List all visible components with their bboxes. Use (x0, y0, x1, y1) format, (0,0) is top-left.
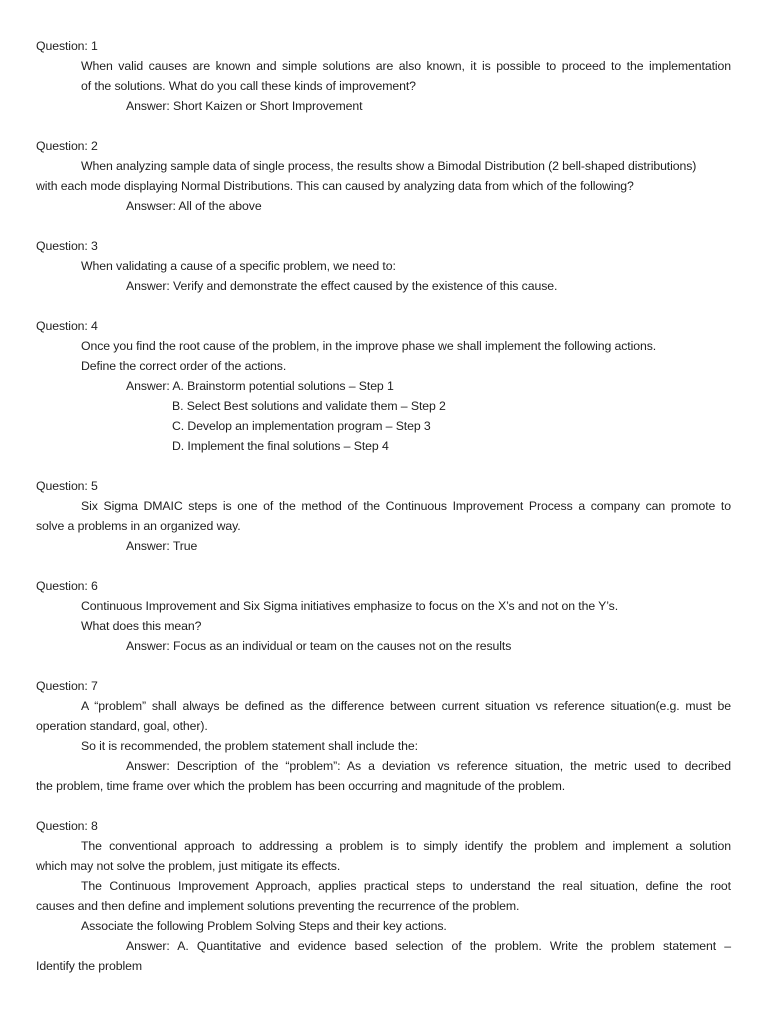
question-6-heading: Question: 6 (36, 579, 98, 593)
question-6-text-line-1: Continuous Improvement and Six Sigma initiatives emphasize to focus on the X’s and not on the Y’s. (81, 599, 619, 613)
question-7-answer-line-1: Answer: Description of the “problem”: As a deviation vs reference situation, the metric used to decribed (126, 759, 731, 773)
question-1-text-line-1: When valid causes are known and simple solutions are also known, it is possible to proceed to the implementation (81, 59, 731, 73)
question-3-text-line-1: When validating a cause of a specific problem, we need to: (81, 259, 396, 273)
question-4-heading: Question: 4 (36, 319, 98, 333)
question-4-text-line-1: Once you find the root cause of the problem, in the improve phase we shall implement the following actions. (81, 339, 657, 353)
question-1-answer: Answer: Short Kaizen or Short Improvement (126, 99, 363, 113)
question-8-text-line-5: Associate the following Problem Solving Steps and their key actions. (81, 919, 447, 933)
question-8-text-line-4: causes and then define and implement solutions preventing the recurrence of the problem. (36, 899, 520, 913)
question-4-answer-step-b: B. Select Best solutions and validate them – Step 2 (172, 399, 446, 413)
question-1-text-line-2: of the solutions. What do you call these kinds of improvement? (81, 79, 416, 93)
question-1-heading: Question: 1 (36, 39, 98, 53)
question-5-answer: Answer: True (126, 539, 198, 553)
question-7-text-line-3: So it is recommended, the problem statement shall include the: (81, 739, 418, 753)
question-7-heading: Question: 7 (36, 679, 98, 693)
question-4-answer-step-d: D. Implement the final solutions – Step 4 (172, 439, 389, 453)
question-3-answer: Answer: Verify and demonstrate the effect caused by the existence of this cause. (126, 279, 558, 293)
question-7-answer-line-2: the problem, time frame over which the problem has been occurring and magnitude of the problem. (36, 779, 566, 793)
question-8-text-line-3: The Continuous Improvement Approach, applies practical steps to understand the real situation, define the root (81, 879, 731, 893)
question-4-answer-step-a: Answer: A. Brainstorm potential solutions – Step 1 (126, 379, 394, 393)
question-8-answer-line-2: Identify the problem (36, 959, 143, 973)
question-2-text-line-1: When analyzing sample data of single process, the results show a Bimodal Distribution (2 bell-shaped distributions) (81, 159, 697, 173)
question-4-text-line-2: Define the correct order of the actions. (81, 359, 287, 373)
question-6-text-line-2: What does this mean? (81, 619, 202, 633)
question-6-answer: Answer: Focus as an individual or team on the causes not on the results (126, 639, 512, 653)
question-8-text-line-1: The conventional approach to addressing a problem is to simply identify the problem and implement a solution (81, 839, 731, 853)
question-2-heading: Question: 2 (36, 139, 98, 153)
question-8-heading: Question: 8 (36, 819, 98, 833)
question-2-answer: Answser: All of the above (126, 199, 262, 213)
question-5-text-line-2: solve a problems in an organized way. (36, 519, 241, 533)
question-8-answer-line-1: Answer: A. Quantitative and evidence based selection of the problem. Write the problem statement – (126, 939, 731, 953)
question-8-text-line-2: which may not solve the problem, just mitigate its effects. (36, 859, 341, 873)
question-5-heading: Question: 5 (36, 479, 98, 493)
question-3-heading: Question: 3 (36, 239, 98, 253)
question-2-text-line-2: with each mode displaying Normal Distributions. This can caused by analyzing data from which of the following? (36, 179, 634, 193)
question-7-text-line-1: A “problem” shall always be defined as the difference between current situation vs reference situation(e.g. must be (81, 699, 731, 713)
question-7-text-line-2: operation standard, goal, other). (36, 719, 208, 733)
question-5-text-line-1: Six Sigma DMAIC steps is one of the method of the Continuous Improvement Process a company can promote to (81, 499, 731, 513)
question-4-answer-step-c: C. Develop an implementation program – Step 3 (172, 419, 431, 433)
